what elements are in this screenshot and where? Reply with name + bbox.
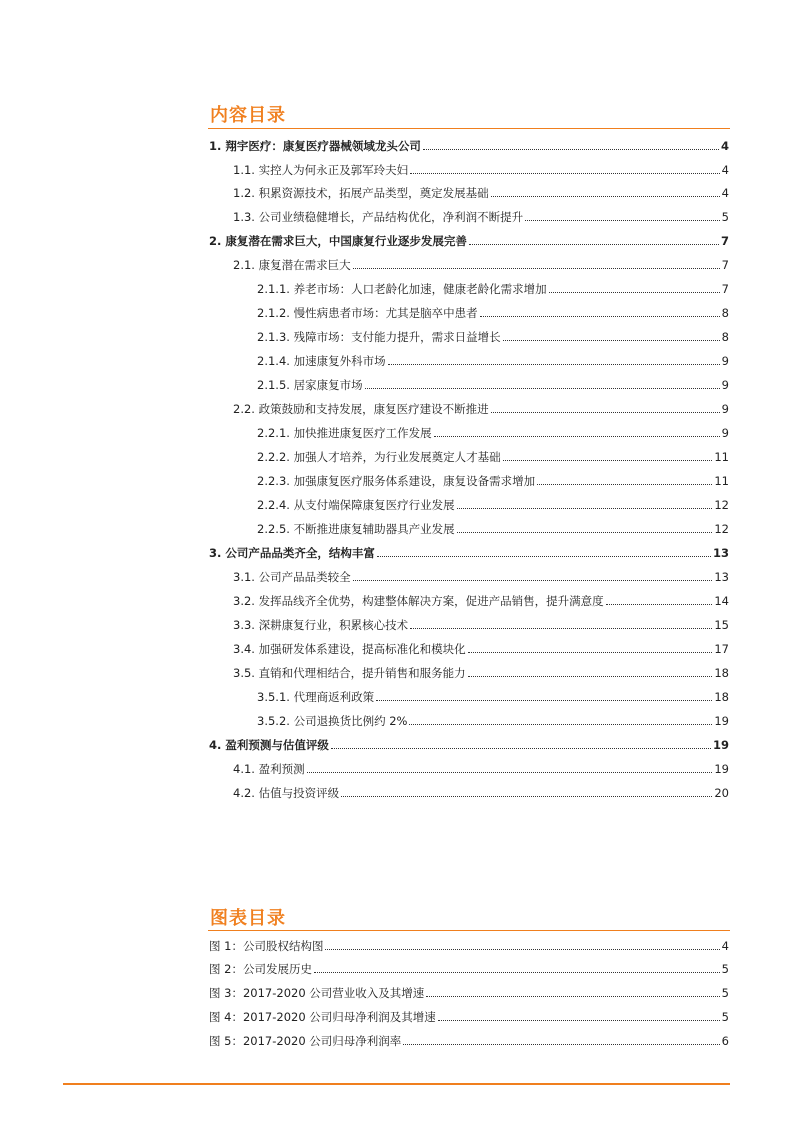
toc-entry-page: 19 xyxy=(714,762,729,776)
toc-entry-label: 3.1. 公司产品品类较全 xyxy=(233,570,351,584)
toc-entry-label: 2. 康复潜在需求巨大，中国康复行业逐步发展完善 xyxy=(209,234,467,248)
figure-entry-page: 6 xyxy=(721,1034,729,1048)
dot-leader xyxy=(377,556,711,557)
toc-entry-page: 17 xyxy=(714,642,729,656)
dot-leader xyxy=(503,340,720,341)
toc-entry-page: 19 xyxy=(714,714,729,728)
dot-leader xyxy=(353,268,720,269)
dot-leader xyxy=(331,748,711,749)
dot-leader xyxy=(480,316,720,317)
toc-entry-page: 9 xyxy=(721,378,729,392)
toc-entry-page: 20 xyxy=(714,786,729,800)
dot-leader xyxy=(606,604,713,605)
toc-entry-page: 8 xyxy=(721,306,729,320)
toc-entry-page: 19 xyxy=(712,738,729,752)
toc-entry-label: 1.3. 公司业绩稳健增长，产品结构优化，净利润不断提升 xyxy=(233,210,524,224)
dot-leader xyxy=(537,484,712,485)
toc-entry[interactable] xyxy=(233,566,729,584)
toc-entry[interactable] xyxy=(257,518,729,536)
toc-entry-label: 4.1. 盈利预测 xyxy=(233,762,305,776)
figure-entry-label: 图 3：2017-2020 公司营业收入及其增速 xyxy=(209,986,425,1000)
toc-entry-label: 2.1. 康复潜在需求巨大 xyxy=(233,258,351,272)
figure-entry-page: 5 xyxy=(721,1010,729,1024)
figure-entry[interactable] xyxy=(209,982,729,1000)
toc-entry-page: 12 xyxy=(714,498,729,512)
dot-leader xyxy=(438,1020,720,1021)
toc-entry[interactable] xyxy=(233,662,729,680)
toc-entry[interactable] xyxy=(257,326,729,344)
dot-leader xyxy=(434,436,720,437)
toc-entry-page: 8 xyxy=(721,330,729,344)
toc-entry-label: 3.3. 深耕康复行业，积累核心技术 xyxy=(233,618,409,632)
toc-entry[interactable] xyxy=(257,446,729,464)
toc-entry[interactable] xyxy=(257,494,729,512)
dot-leader xyxy=(307,772,713,773)
figure-entry[interactable] xyxy=(209,1006,729,1024)
figure-entry-page: 5 xyxy=(721,962,729,976)
dot-leader xyxy=(410,628,712,629)
toc-entry[interactable] xyxy=(209,135,729,153)
toc-entry-page: 12 xyxy=(714,522,729,536)
toc-entry-label: 2.1.4. 加速康复外科市场 xyxy=(257,354,386,368)
toc-entry-label: 2.1.3. 残障市场：支付能力提升，需求日益增长 xyxy=(257,330,501,344)
toc-entry-page: 9 xyxy=(721,402,729,416)
dot-leader xyxy=(525,220,720,221)
figure-entry[interactable] xyxy=(209,1030,729,1048)
toc-title: 内容目录 xyxy=(210,105,286,126)
toc-entry[interactable] xyxy=(257,470,729,488)
toc-entry-label: 4.2. 估值与投资评级 xyxy=(233,786,340,800)
figure-entry-label: 图 4：2017-2020 公司归母净利润及其增速 xyxy=(209,1010,436,1024)
toc-entry[interactable] xyxy=(233,398,729,416)
figure-entry-page: 5 xyxy=(721,986,729,1000)
toc-entry[interactable] xyxy=(209,230,729,248)
toc-entry-label: 2.1.2. 慢性病患者市场：尤其是脑卒中患者 xyxy=(257,306,478,320)
dot-leader xyxy=(388,364,720,365)
toc-entry[interactable] xyxy=(233,254,729,272)
toc-entry-label: 4. 盈利预测与估值评级 xyxy=(209,738,329,752)
figure-list-title: 图表目录 xyxy=(210,908,286,929)
dot-leader xyxy=(468,676,713,677)
toc-entry-page: 14 xyxy=(714,594,729,608)
toc-entry[interactable] xyxy=(257,686,729,704)
toc-entry-label: 2.2.4. 从支付端保障康复医疗行业发展 xyxy=(257,498,455,512)
dot-leader xyxy=(457,508,713,509)
toc-entry-label: 2.2.2. 加强人才培养，为行业发展奠定人才基础 xyxy=(257,450,501,464)
figure-entry-label: 图 2：公司发展历史 xyxy=(209,962,312,976)
toc-entry[interactable] xyxy=(209,542,729,560)
toc-entry-page: 9 xyxy=(721,426,729,440)
toc-entry-label: 1.2. 积累资源技术，拓展产品类型，奠定发展基础 xyxy=(233,186,489,200)
dot-leader xyxy=(325,949,719,950)
toc-entry[interactable] xyxy=(257,278,729,296)
toc-entry-page: 13 xyxy=(714,570,729,584)
toc-entry-label: 2.2.1. 加快推进康复医疗工作发展 xyxy=(257,426,432,440)
dot-leader xyxy=(341,796,712,797)
dot-leader xyxy=(410,173,720,174)
dot-leader xyxy=(491,196,720,197)
toc-entry[interactable] xyxy=(257,302,729,320)
dot-leader xyxy=(409,724,712,725)
toc-entry-page: 13 xyxy=(712,546,729,560)
toc-entry[interactable] xyxy=(257,350,729,368)
footer-divider xyxy=(63,1083,730,1085)
toc-entry-page: 4 xyxy=(721,186,729,200)
toc-entry-page: 15 xyxy=(714,618,729,632)
figure-entry-page: 4 xyxy=(721,939,729,953)
dot-leader xyxy=(376,700,712,701)
dot-leader xyxy=(469,244,719,245)
toc-entry-label: 2.1.1. 养老市场：人口老龄化加速，健康老龄化需求增加 xyxy=(257,282,547,296)
toc-entry-label: 2.2.5. 不断推进康复辅助器具产业发展 xyxy=(257,522,455,536)
toc-entry[interactable] xyxy=(257,710,729,728)
toc-entry-page: 9 xyxy=(721,354,729,368)
toc-entry[interactable] xyxy=(233,614,729,632)
dot-leader xyxy=(503,460,713,461)
dot-leader xyxy=(423,149,719,150)
toc-entry[interactable] xyxy=(233,590,729,608)
toc-entry-label: 1.1. 实控人为何永正及郭军玲夫妇 xyxy=(233,163,409,177)
toc-entry-page: 7 xyxy=(720,234,729,248)
figure-entry[interactable] xyxy=(209,935,729,953)
figure-entry-label: 图 1：公司股权结构图 xyxy=(209,939,324,953)
toc-entry-page: 11 xyxy=(714,450,729,464)
toc-entry-page: 18 xyxy=(714,690,729,704)
toc-entry-page: 7 xyxy=(721,282,729,296)
toc-entry-page: 5 xyxy=(721,210,729,224)
toc-entry-label: 3.2. 发挥品线齐全优势，构建整体解决方案，促进产品销售，提升满意度 xyxy=(233,594,604,608)
toc-entry-label: 3.5.2. 公司退换货比例约 2% xyxy=(257,714,408,728)
toc-entry-page: 7 xyxy=(721,258,729,272)
toc-entry-label: 2.2.3. 加强康复医疗服务体系建设，康复设备需求增加 xyxy=(257,474,536,488)
dot-leader xyxy=(365,388,720,389)
toc-entry[interactable] xyxy=(209,734,729,752)
dot-leader xyxy=(468,652,713,653)
figure-entry-label: 图 5：2017-2020 公司归母净利润率 xyxy=(209,1034,402,1048)
toc-entry-page: 4 xyxy=(721,163,729,177)
toc-title-divider xyxy=(208,128,730,129)
toc-entry-label: 3. 公司产品品类齐全，结构丰富 xyxy=(209,546,375,560)
dot-leader xyxy=(353,580,713,581)
toc-entry[interactable] xyxy=(233,206,729,224)
toc-entry[interactable] xyxy=(233,758,729,776)
toc-entry[interactable] xyxy=(233,638,729,656)
dot-leader xyxy=(491,412,720,413)
toc-entry-label: 3.4. 加强研发体系建设，提高标准化和模块化 xyxy=(233,642,466,656)
toc-entry-label: 2.1.5. 居家康复市场 xyxy=(257,378,363,392)
dot-leader xyxy=(457,532,713,533)
figure-entry[interactable] xyxy=(209,958,729,976)
toc-entry[interactable] xyxy=(233,159,729,177)
dot-leader xyxy=(426,996,719,997)
toc-entry-label: 1. 翔宇医疗：康复医疗器械领域龙头公司 xyxy=(209,139,421,153)
toc-entry-label: 2.2. 政策鼓励和支持发展，康复医疗建设不断推进 xyxy=(233,402,489,416)
dot-leader xyxy=(314,972,720,973)
toc-entry[interactable] xyxy=(257,422,729,440)
toc-entry-page: 4 xyxy=(720,139,729,153)
toc-entry-label: 3.5. 直销和代理相结合，提升销售和服务能力 xyxy=(233,666,466,680)
toc-entry-label: 3.5.1. 代理商返利政策 xyxy=(257,690,375,704)
dot-leader xyxy=(403,1044,719,1045)
toc-entry-page: 18 xyxy=(714,666,729,680)
dot-leader xyxy=(549,292,720,293)
figure-list-divider xyxy=(208,930,730,931)
toc-entry[interactable] xyxy=(233,782,729,800)
toc-entry[interactable] xyxy=(257,374,729,392)
toc-entry-page: 11 xyxy=(714,474,729,488)
toc-entry[interactable] xyxy=(233,182,729,200)
